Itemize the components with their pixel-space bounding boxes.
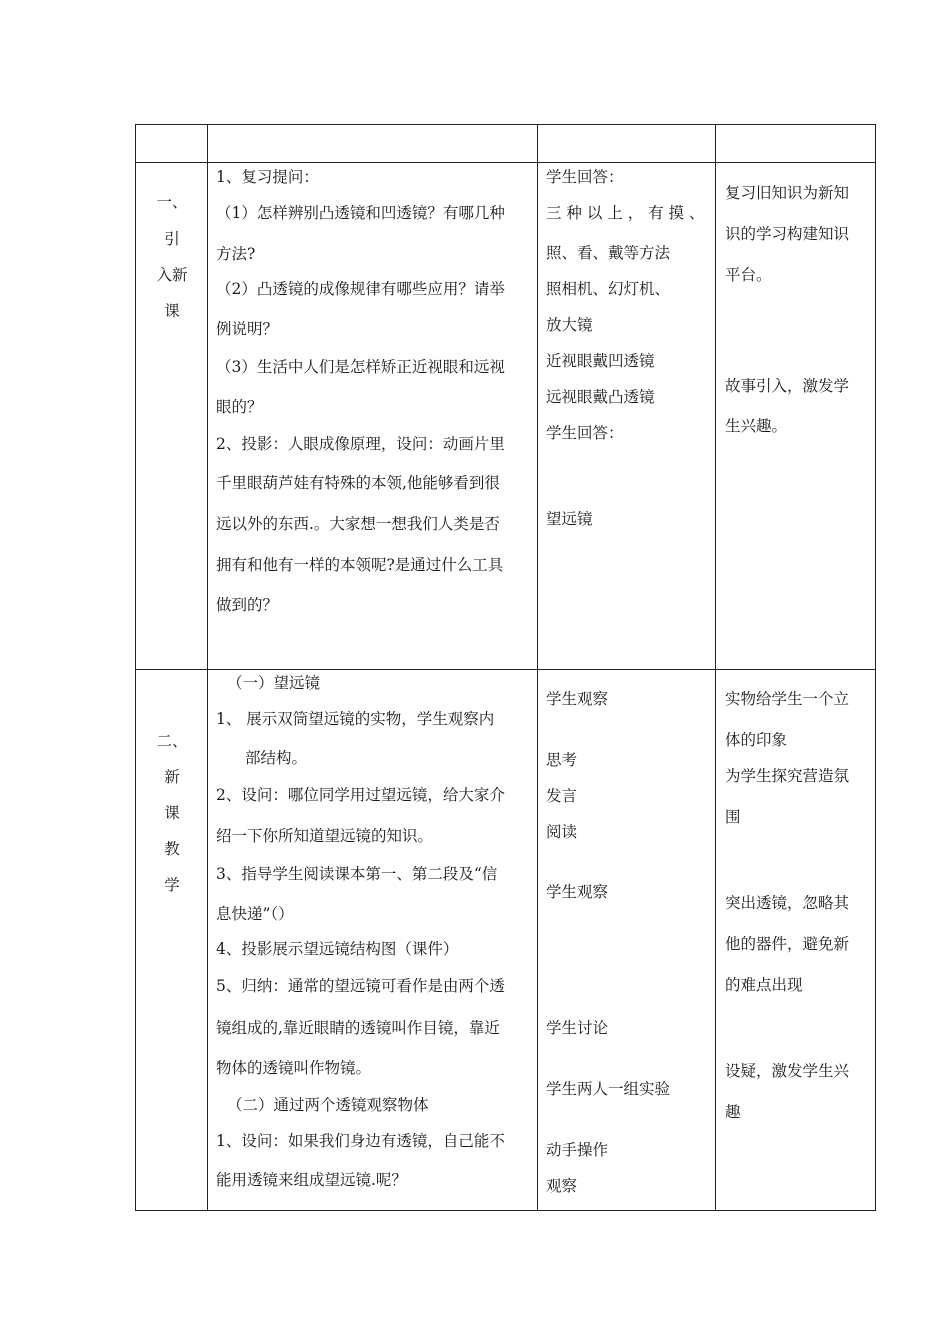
intent-line: 体的印象 xyxy=(725,731,788,749)
teacher-line: 部结构。 xyxy=(245,749,308,767)
table-border-right xyxy=(875,124,876,1211)
teacher-line: 方法? xyxy=(216,245,256,263)
section-label-line: 教 xyxy=(164,840,180,858)
student-line: 望远镜 xyxy=(546,510,593,528)
teacher-line: 镜组成的,靠近眼睛的透镜叫作目镜，靠近 xyxy=(216,1019,500,1037)
teacher-line: 1、 展示双筒望远镜的实物，学生观察内 xyxy=(216,710,495,728)
student-line: 发言 xyxy=(546,787,578,805)
table-border-left xyxy=(135,124,136,1211)
student-line: 学生讨论 xyxy=(546,1019,609,1037)
student-line: 学生回答： xyxy=(546,424,624,442)
teacher-line: 例说明？ xyxy=(216,320,279,338)
teacher-line: 2、投影：人眼成像原理，设问：动画片里 xyxy=(216,435,505,453)
student-line: 思考 xyxy=(546,751,578,769)
student-line: 动手操作 xyxy=(546,1141,609,1159)
section-label-line: 学 xyxy=(164,876,180,894)
intent-line: 实物给学生一个立 xyxy=(725,690,850,708)
intent-line: 为学生探究营造氛 xyxy=(725,767,850,785)
student-line: 放大镜 xyxy=(546,316,593,334)
section-label-line: 课 xyxy=(164,302,180,320)
intent-line: 他的器件，避免新 xyxy=(725,935,850,953)
section-label-line: 课 xyxy=(164,804,180,822)
column-divider-1 xyxy=(207,124,208,1211)
intent-line: 趣 xyxy=(725,1103,741,1121)
table-border-top xyxy=(135,124,876,125)
intent-line: 复习旧知识为新知 xyxy=(725,184,850,202)
teacher-line: 能用透镜来组成望远镜.呢？ xyxy=(216,1171,407,1189)
intent-line: 识的学习构建知识 xyxy=(725,225,850,243)
section-label-line: 一、 xyxy=(156,193,188,211)
student-line: 学生两人一组实验 xyxy=(546,1080,671,1098)
teacher-line: （一）望远镜 xyxy=(227,674,321,692)
table-border-bottom xyxy=(135,1210,876,1211)
student-line: 观察 xyxy=(546,1177,578,1195)
teacher-line: 拥有和他有一样的本领呢?是通过什么工具 xyxy=(216,556,504,574)
teacher-line: 物体的透镜叫作物镜。 xyxy=(216,1059,372,1077)
teacher-line: 1、设问：如果我们身边有透镜，自己能不 xyxy=(216,1132,505,1150)
teacher-line: （2）凸透镜的成像规律有哪些应用？请举 xyxy=(216,280,505,298)
intent-line: 平台。 xyxy=(725,266,772,284)
student-line: 三 种 以 上 ， 有 摸 、 xyxy=(546,204,705,222)
teacher-line: 息快递”（） xyxy=(216,905,294,923)
intent-line: 故事引入，激发学 xyxy=(725,377,850,395)
teacher-line: 远以外的东西.。大家想一想我们人类是否 xyxy=(216,515,500,533)
teacher-line: 千里眼葫芦娃有特殊的本领,他能够看到很 xyxy=(216,474,500,492)
intent-line: 的难点出现 xyxy=(725,976,803,994)
teacher-line: （二）通过两个透镜观察物体 xyxy=(227,1096,429,1114)
teacher-line: 2、设问：哪位同学用过望远镜，给大家介 xyxy=(216,786,505,804)
teacher-line: 3、指导学生阅读课本第一、第二段及“信 xyxy=(216,865,498,883)
column-divider-3 xyxy=(715,124,716,1211)
intent-line: 突出透镜，忽略其 xyxy=(725,894,850,912)
teacher-line: 4、投影展示望远镜结构图（课件） xyxy=(216,940,459,958)
student-line: 学生回答： xyxy=(546,168,624,186)
teacher-line: 做到的？ xyxy=(216,596,279,614)
section-label-line: 新 xyxy=(164,768,180,786)
student-line: 远视眼戴凸透镜 xyxy=(546,388,655,406)
student-line: 阅读 xyxy=(546,823,578,841)
section-label-line: 二、 xyxy=(156,732,188,750)
student-line: 近视眼戴凹透镜 xyxy=(546,352,655,370)
teacher-line: （1）怎样辨别凸透镜和凹透镜？有哪几种 xyxy=(216,204,505,222)
teacher-line: 1、复习提问： xyxy=(216,168,319,186)
teacher-line: 5、归纳：通常的望远镜可看作是由两个透 xyxy=(216,977,505,995)
student-line: 学生观察 xyxy=(546,690,609,708)
header-row-divider xyxy=(135,162,876,163)
section-divider xyxy=(135,669,876,670)
teacher-line: 眼的？ xyxy=(216,398,263,416)
section-label-line: 引 xyxy=(164,230,180,248)
column-divider-2 xyxy=(537,124,538,1211)
teacher-line: （3）生活中人们是怎样矫正近视眼和远视 xyxy=(216,358,505,376)
student-line: 照、看、戴等方法 xyxy=(546,244,671,262)
student-line: 学生观察 xyxy=(546,883,609,901)
lesson-plan-table xyxy=(135,124,876,1211)
intent-line: 生兴趣。 xyxy=(725,417,788,435)
section-label-line: 入新 xyxy=(156,266,188,284)
intent-line: 围 xyxy=(725,808,741,826)
intent-line: 设疑，激发学生兴 xyxy=(725,1062,850,1080)
student-line: 照相机、幻灯机、 xyxy=(546,280,671,298)
teacher-line: 绍一下你所知道望远镜的知识。 xyxy=(216,827,434,845)
